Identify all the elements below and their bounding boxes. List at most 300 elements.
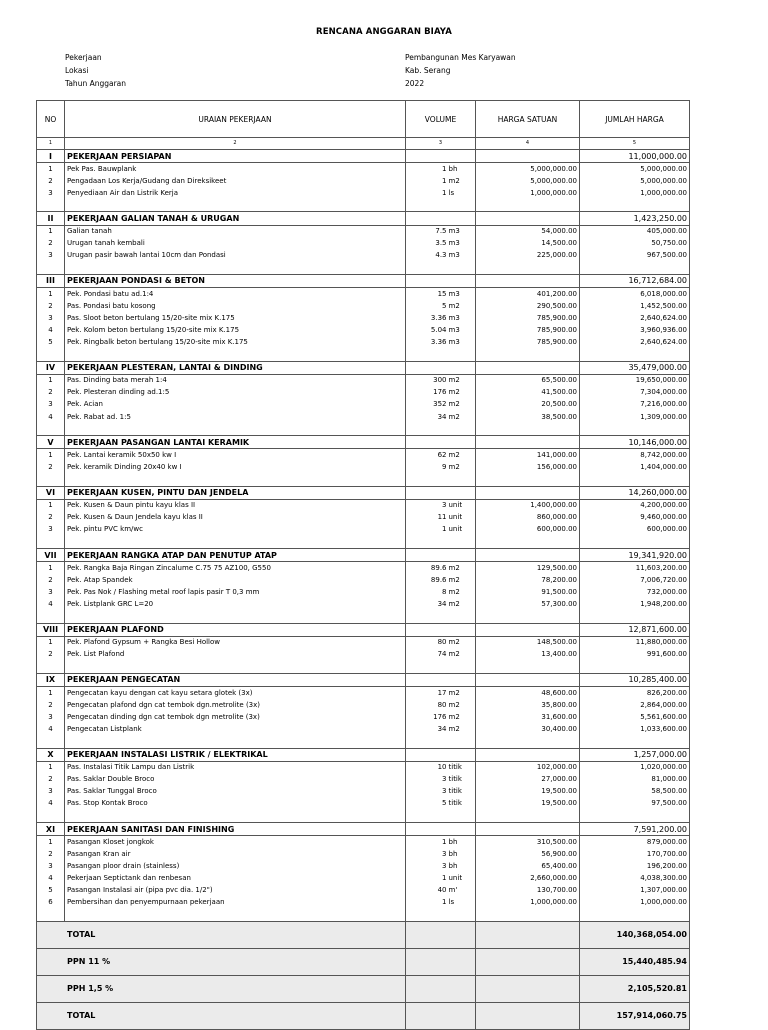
item-number: 4: [37, 798, 65, 810]
empty-cell: [476, 909, 580, 922]
empty-cell: [37, 199, 65, 212]
item-amount: 5,000,000.00: [580, 163, 690, 176]
item-number: 2: [37, 699, 65, 711]
empty-cell: [406, 150, 448, 163]
section-header-row: [37, 436, 690, 449]
empty-cell: [448, 623, 476, 636]
col-number: 5: [580, 138, 690, 150]
empty-cell: [448, 748, 476, 761]
item-unit-price: 129,500.00: [476, 562, 580, 575]
table-row: [37, 187, 690, 199]
table-row: [37, 524, 690, 536]
table-row: [37, 288, 690, 301]
item-volume: 3: [406, 848, 448, 860]
item-description: Pas. Instalasi Titik Lampu dan Listrik: [65, 761, 406, 774]
empty-cell: [448, 536, 476, 549]
item-unit: unit: [448, 512, 476, 524]
spacer-row: [37, 661, 690, 674]
item-amount: 7,216,000.00: [580, 399, 690, 411]
item-unit-price: 65,500.00: [476, 374, 580, 387]
empty-cell: [476, 436, 580, 449]
item-description: Pek. Kusen & Daun Jendela kayu klas II: [65, 512, 406, 524]
item-unit: m2: [448, 562, 476, 575]
item-unit-price: 27,000.00: [476, 774, 580, 786]
empty-cell: [448, 673, 476, 686]
item-volume: 1: [406, 163, 448, 176]
table-row: [37, 774, 690, 786]
empty-cell: [476, 549, 580, 562]
empty-cell: [37, 473, 65, 486]
item-unit-price: 20,500.00: [476, 399, 580, 411]
item-unit-price: 41,500.00: [476, 387, 580, 399]
empty-cell: [406, 436, 448, 449]
item-volume: 80: [406, 699, 448, 711]
item-volume: 176: [406, 711, 448, 723]
table-row: [37, 461, 690, 473]
empty-cell: [448, 473, 476, 486]
empty-cell: [448, 810, 476, 823]
empty-cell: [406, 549, 448, 562]
col-number: 3: [406, 138, 476, 150]
item-description: Pengecatan plafond dgn cat tembok dgn.metrolite (3x): [65, 699, 406, 711]
item-number: 2: [37, 848, 65, 860]
item-unit: m3: [448, 238, 476, 250]
summary-label: PPH 1,5 %: [37, 975, 406, 1002]
item-description: Pas. Dinding bata merah 1:4: [65, 374, 406, 387]
item-number: 5: [37, 336, 65, 348]
item-amount: 732,000.00: [580, 586, 690, 598]
empty-cell: [65, 735, 406, 748]
item-amount: 1,309,000.00: [580, 411, 690, 423]
empty-cell: [406, 921, 476, 948]
item-unit-price: 148,500.00: [476, 636, 580, 649]
empty-cell: [448, 823, 476, 836]
section-title: PEKERJAAN PLESTERAN, LANTAI & DINDING: [65, 361, 406, 374]
item-amount: 1,020,000.00: [580, 761, 690, 774]
col-number: 1: [37, 138, 65, 150]
item-unit-price: 785,900.00: [476, 312, 580, 324]
section-header-row: [37, 274, 690, 287]
empty-cell: [406, 810, 448, 823]
table-row: [37, 860, 690, 872]
item-unit: unit: [448, 499, 476, 512]
item-volume: 9: [406, 461, 448, 473]
item-unit-price: 130,700.00: [476, 885, 580, 897]
item-number: 4: [37, 723, 65, 735]
section-title: PEKERJAAN GALIAN TANAH & URUGAN: [65, 212, 406, 225]
empty-cell: [448, 661, 476, 674]
item-amount: 1,307,000.00: [580, 885, 690, 897]
section-title: PEKERJAAN PERSIAPAN: [65, 150, 406, 163]
item-amount: 1,452,500.00: [580, 300, 690, 312]
item-number: 3: [37, 586, 65, 598]
section-title: PEKERJAAN PENGECATAN: [65, 673, 406, 686]
item-volume: 1: [406, 836, 448, 849]
table-row: [37, 499, 690, 512]
table-row: [37, 687, 690, 700]
summary-value: 2,105,520.81: [580, 975, 690, 1002]
item-amount: 967,500.00: [580, 250, 690, 262]
section-total: 14,260,000.00: [580, 486, 690, 499]
item-unit-price: 785,900.00: [476, 336, 580, 348]
item-number: 2: [37, 238, 65, 250]
table-row: [37, 163, 690, 176]
empty-cell: [580, 735, 690, 748]
item-unit: m2: [448, 649, 476, 661]
empty-cell: [65, 262, 406, 275]
table-row: [37, 399, 690, 411]
empty-cell: [448, 349, 476, 362]
item-unit: m2: [448, 411, 476, 423]
item-volume: 1: [406, 187, 448, 199]
meta-label-tahun: Tahun Anggaran: [65, 79, 127, 88]
item-description: Pek. Lantai keramik 50x50 kw I: [65, 449, 406, 462]
section-number: IX: [37, 673, 65, 686]
empty-cell: [65, 536, 406, 549]
item-description: Pek. Kusen & Daun pintu kayu klas II: [65, 499, 406, 512]
item-unit: m2: [448, 598, 476, 610]
item-description: Pembersihan dan penyempurnaan pekerjaan: [65, 897, 406, 909]
empty-cell: [65, 610, 406, 623]
summary-label: TOTAL: [37, 1002, 406, 1029]
item-volume: 8: [406, 586, 448, 598]
item-amount: 879,000.00: [580, 836, 690, 849]
item-number: 3: [37, 312, 65, 324]
item-description: Pas. Stop Kontak Broco: [65, 798, 406, 810]
empty-cell: [580, 909, 690, 922]
item-volume: 300: [406, 374, 448, 387]
item-description: Pekerjaan Septictank dan renbesan: [65, 872, 406, 884]
item-volume: 5: [406, 300, 448, 312]
item-amount: 5,000,000.00: [580, 175, 690, 187]
item-unit-price: 54,000.00: [476, 225, 580, 238]
table-row: [37, 250, 690, 262]
empty-cell: [476, 810, 580, 823]
empty-cell: [476, 1002, 580, 1029]
section-total: 10,146,000.00: [580, 436, 690, 449]
empty-cell: [406, 610, 448, 623]
item-description: Pek. Plesteran dinding ad.1:5: [65, 387, 406, 399]
section-title: PEKERJAAN KUSEN, PINTU DAN JENDELA: [65, 486, 406, 499]
empty-cell: [476, 473, 580, 486]
section-number: VII: [37, 549, 65, 562]
item-unit: ls: [448, 897, 476, 909]
table-row: [37, 699, 690, 711]
empty-cell: [406, 199, 448, 212]
item-description: Galian tanah: [65, 225, 406, 238]
section-header-row: [37, 150, 690, 163]
empty-cell: [476, 423, 580, 436]
section-header-row: [37, 623, 690, 636]
item-volume: 15: [406, 288, 448, 301]
item-unit: titik: [448, 761, 476, 774]
item-unit: titik: [448, 786, 476, 798]
section-title: PEKERJAAN PLAFOND: [65, 623, 406, 636]
summary-value: 140,368,054.00: [580, 921, 690, 948]
empty-cell: [406, 1002, 476, 1029]
item-volume: 89.6: [406, 562, 448, 575]
empty-cell: [37, 810, 65, 823]
section-total: 7,591,200.00: [580, 823, 690, 836]
item-number: 2: [37, 649, 65, 661]
empty-cell: [580, 810, 690, 823]
item-description: Penyediaan Air dan Listrik Kerja: [65, 187, 406, 199]
empty-cell: [406, 735, 448, 748]
table-row: [37, 761, 690, 774]
item-amount: 826,200.00: [580, 687, 690, 700]
item-amount: 405,000.00: [580, 225, 690, 238]
section-number: VIII: [37, 623, 65, 636]
table-row: [37, 387, 690, 399]
item-amount: 19,650,000.00: [580, 374, 690, 387]
item-number: 1: [37, 562, 65, 575]
table-row: [37, 324, 690, 336]
item-amount: 4,038,300.00: [580, 872, 690, 884]
item-unit: m2: [448, 461, 476, 473]
header-volume: VOLUME: [406, 101, 476, 138]
item-number: 4: [37, 324, 65, 336]
empty-cell: [448, 361, 476, 374]
item-unit: m2: [448, 586, 476, 598]
summary-value: 15,440,485.94: [580, 948, 690, 975]
item-unit: unit: [448, 524, 476, 536]
item-unit-price: 225,000.00: [476, 250, 580, 262]
empty-cell: [448, 549, 476, 562]
table-row: [37, 300, 690, 312]
item-description: Urugan pasir bawah lantai 10cm dan Pondasi: [65, 250, 406, 262]
header-harga-satuan: HARGA SATUAN: [476, 101, 580, 138]
item-unit-price: 13,400.00: [476, 649, 580, 661]
empty-cell: [406, 673, 448, 686]
item-unit-price: 38,500.00: [476, 411, 580, 423]
item-number: 1: [37, 288, 65, 301]
item-number: 1: [37, 225, 65, 238]
item-unit-price: 19,500.00: [476, 786, 580, 798]
spacer-row: [37, 810, 690, 823]
table-header-row: [37, 101, 690, 138]
item-description: Pek. Pas Nok / Flashing metal roof lapis pasir T 0,3 mm: [65, 586, 406, 598]
item-unit-price: 14,500.00: [476, 238, 580, 250]
item-amount: 50,750.00: [580, 238, 690, 250]
empty-cell: [476, 673, 580, 686]
item-unit-price: 35,800.00: [476, 699, 580, 711]
empty-cell: [406, 909, 448, 922]
item-volume: 1: [406, 897, 448, 909]
empty-cell: [580, 349, 690, 362]
item-amount: 3,960,936.00: [580, 324, 690, 336]
table-row: [37, 598, 690, 610]
item-volume: 1: [406, 872, 448, 884]
item-unit-price: 600,000.00: [476, 524, 580, 536]
spacer-row: [37, 536, 690, 549]
empty-cell: [476, 610, 580, 623]
document-title: RENCANA ANGGARAN BIAYA: [316, 27, 452, 37]
item-volume: 89.6: [406, 574, 448, 586]
item-unit: m2: [448, 399, 476, 411]
item-number: 1: [37, 636, 65, 649]
table-row: [37, 562, 690, 575]
item-amount: 170,700.00: [580, 848, 690, 860]
item-volume: 11: [406, 512, 448, 524]
summary-row: [37, 1002, 690, 1029]
empty-cell: [65, 349, 406, 362]
item-number: 1: [37, 836, 65, 849]
empty-cell: [406, 823, 448, 836]
item-volume: 3.36: [406, 336, 448, 348]
spacer-row: [37, 199, 690, 212]
item-unit-price: 1,000,000.00: [476, 897, 580, 909]
item-amount: 1,404,000.00: [580, 461, 690, 473]
item-amount: 2,640,624.00: [580, 312, 690, 324]
empty-cell: [448, 909, 476, 922]
item-unit: m3: [448, 324, 476, 336]
empty-cell: [476, 748, 580, 761]
item-number: 2: [37, 774, 65, 786]
empty-cell: [448, 423, 476, 436]
empty-cell: [580, 423, 690, 436]
section-number: III: [37, 274, 65, 287]
item-unit: m3: [448, 288, 476, 301]
item-amount: 11,603,200.00: [580, 562, 690, 575]
item-number: 1: [37, 499, 65, 512]
item-unit: m3: [448, 312, 476, 324]
section-total: 12,871,600.00: [580, 623, 690, 636]
empty-cell: [448, 436, 476, 449]
empty-cell: [476, 361, 580, 374]
empty-cell: [448, 150, 476, 163]
item-unit: unit: [448, 872, 476, 884]
section-total: 35,479,000.00: [580, 361, 690, 374]
item-description: Pek. pintu PVC km/wc: [65, 524, 406, 536]
section-header-row: [37, 212, 690, 225]
empty-cell: [580, 473, 690, 486]
empty-cell: [406, 274, 448, 287]
item-unit-price: 1,400,000.00: [476, 499, 580, 512]
section-number: II: [37, 212, 65, 225]
table-row: [37, 411, 690, 423]
item-unit: m2: [448, 723, 476, 735]
empty-cell: [406, 262, 448, 275]
item-volume: 176: [406, 387, 448, 399]
empty-cell: [37, 661, 65, 674]
item-number: 4: [37, 411, 65, 423]
empty-cell: [476, 975, 580, 1002]
item-description: Pek. Pondasi batu ad.1:4: [65, 288, 406, 301]
table-row: [37, 636, 690, 649]
empty-cell: [580, 610, 690, 623]
empty-cell: [476, 823, 580, 836]
table-row: [37, 586, 690, 598]
item-volume: 352: [406, 399, 448, 411]
table-row: [37, 836, 690, 849]
empty-cell: [448, 199, 476, 212]
item-amount: 6,018,000.00: [580, 288, 690, 301]
item-number: 4: [37, 598, 65, 610]
table-row: [37, 723, 690, 735]
item-volume: 34: [406, 411, 448, 423]
meta-value-pekerjaan: Pembangunan Mes Karyawan: [405, 53, 516, 62]
item-number: 3: [37, 711, 65, 723]
item-unit-price: 31,600.00: [476, 711, 580, 723]
empty-cell: [476, 623, 580, 636]
item-unit: bh: [448, 836, 476, 849]
item-unit: m3: [448, 250, 476, 262]
item-description: Pas. Sloot beton bertulang 15/20-site mix K.175: [65, 312, 406, 324]
item-amount: 4,200,000.00: [580, 499, 690, 512]
empty-cell: [448, 735, 476, 748]
item-number: 4: [37, 872, 65, 884]
table-row: [37, 872, 690, 884]
item-unit: m': [448, 885, 476, 897]
section-header-row: [37, 823, 690, 836]
item-volume: 5.04: [406, 324, 448, 336]
section-total: 16,712,684.00: [580, 274, 690, 287]
empty-cell: [37, 262, 65, 275]
table-row: [37, 336, 690, 348]
item-unit: m2: [448, 175, 476, 187]
empty-cell: [580, 199, 690, 212]
item-unit-price: 290,500.00: [476, 300, 580, 312]
item-amount: 1,000,000.00: [580, 187, 690, 199]
item-description: Pek. List Plafond: [65, 649, 406, 661]
empty-cell: [37, 735, 65, 748]
item-unit: m2: [448, 449, 476, 462]
empty-cell: [476, 661, 580, 674]
item-unit-price: 102,000.00: [476, 761, 580, 774]
summary-row: [37, 975, 690, 1002]
item-unit-price: 141,000.00: [476, 449, 580, 462]
section-total: 11,000,000.00: [580, 150, 690, 163]
spacer-row: [37, 349, 690, 362]
section-total: 10,285,400.00: [580, 673, 690, 686]
item-amount: 991,600.00: [580, 649, 690, 661]
item-volume: 3: [406, 786, 448, 798]
section-title: PEKERJAAN PONDASI & BETON: [65, 274, 406, 287]
empty-cell: [65, 199, 406, 212]
item-unit: m2: [448, 300, 476, 312]
header-no: NO: [37, 101, 65, 138]
item-description: Pasangan ploor drain (stainless): [65, 860, 406, 872]
item-volume: 5: [406, 798, 448, 810]
item-volume: 7.5: [406, 225, 448, 238]
item-description: Pasangan Kran air: [65, 848, 406, 860]
empty-cell: [476, 262, 580, 275]
section-number: IV: [37, 361, 65, 374]
item-amount: 5,561,600.00: [580, 711, 690, 723]
empty-cell: [406, 349, 448, 362]
empty-cell: [406, 623, 448, 636]
empty-cell: [580, 262, 690, 275]
item-unit-price: 30,400.00: [476, 723, 580, 735]
col-number: 2: [65, 138, 406, 150]
empty-cell: [476, 274, 580, 287]
meta-value-lokasi: Kab. Serang: [405, 66, 451, 75]
item-unit-price: 310,500.00: [476, 836, 580, 849]
section-number: VI: [37, 486, 65, 499]
item-description: Pas. Saklar Double Broco: [65, 774, 406, 786]
item-volume: 4.3: [406, 250, 448, 262]
empty-cell: [406, 486, 448, 499]
empty-cell: [37, 536, 65, 549]
item-description: Pek. Plafond Gypsum + Rangka Besi Hollow: [65, 636, 406, 649]
table-row: [37, 897, 690, 909]
empty-cell: [476, 735, 580, 748]
item-amount: 600,000.00: [580, 524, 690, 536]
item-number: 2: [37, 574, 65, 586]
item-volume: 3: [406, 774, 448, 786]
item-unit-price: 785,900.00: [476, 324, 580, 336]
empty-cell: [37, 423, 65, 436]
